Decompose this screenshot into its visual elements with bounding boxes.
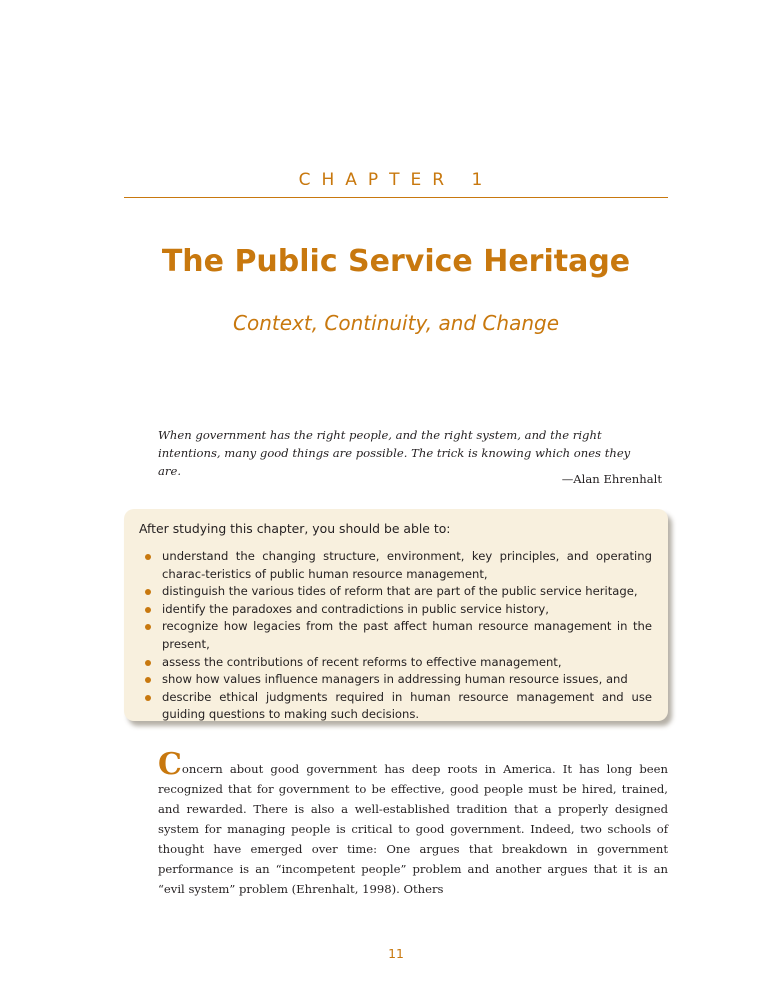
chapter-title: The Public Service Heritage bbox=[161, 244, 631, 279]
chapter-subtitle: Context, Continuity, and Change bbox=[233, 311, 559, 335]
objectives-list bbox=[139, 548, 652, 724]
page-number: 11 bbox=[388, 946, 404, 961]
objective-text: understand the changing structure, environment, key principles, and operating charac-teristics of public human resource management, bbox=[162, 549, 652, 581]
bullet-icon bbox=[145, 554, 151, 560]
bullet-icon bbox=[145, 607, 151, 613]
objectives-intro: After studying this chapter, you should be able to: bbox=[139, 521, 451, 536]
epigraph-quote: When government has the right people, and the right system, and the right intentions, many good things are possible. The trick is knowing which ones they are. bbox=[158, 428, 631, 478]
drop-cap: C bbox=[158, 747, 182, 782]
objective-text: show how values influence managers in addressing human resource issues, and bbox=[162, 672, 628, 687]
objective-item bbox=[139, 671, 652, 689]
bullet-icon bbox=[145, 695, 151, 701]
body-paragraph-text: oncern about good government has deep roots in America. It has long been recognized that for government to be effective, good people must be hired, trained, and rewarded. There is also a well-established tradition that a properly designed system for managing people is critical to good government. Indeed, two schools of thought have emerged over time: One argues that breakdown in government performance is an “incompetent people” problem and another argues that it is an “evil system” problem (Ehrenhalt, 1998). Others bbox=[158, 762, 668, 896]
objective-item bbox=[139, 654, 652, 672]
bullet-icon bbox=[145, 624, 151, 630]
objective-item bbox=[139, 601, 652, 619]
objective-text: identify the paradoxes and contradictions in public service history, bbox=[162, 601, 549, 616]
epigraph-attribution: —Alan Ehrenhalt bbox=[561, 472, 662, 486]
body-paragraph bbox=[158, 747, 668, 899]
chapter-label: CHAPTER 1 bbox=[298, 170, 494, 190]
objective-text: recognize how legacies from the past affect human resource management in the present, bbox=[162, 619, 652, 651]
bullet-icon bbox=[145, 677, 151, 683]
objective-item bbox=[139, 618, 652, 653]
learning-objectives-box bbox=[124, 509, 668, 721]
objective-item bbox=[139, 583, 652, 601]
objective-text: distinguish the various tides of reform that are part of the public service heritage, bbox=[162, 584, 638, 599]
objective-text: assess the contributions of recent reforms to effective management, bbox=[162, 654, 562, 669]
objective-text: describe ethical judgments required in human resource management and use guiding questions to making such decisions. bbox=[162, 689, 652, 722]
bullet-icon bbox=[145, 589, 151, 595]
bullet-icon bbox=[145, 660, 151, 666]
chapter-rule bbox=[124, 197, 668, 198]
objective-item bbox=[139, 548, 652, 583]
objective-item bbox=[139, 689, 652, 724]
